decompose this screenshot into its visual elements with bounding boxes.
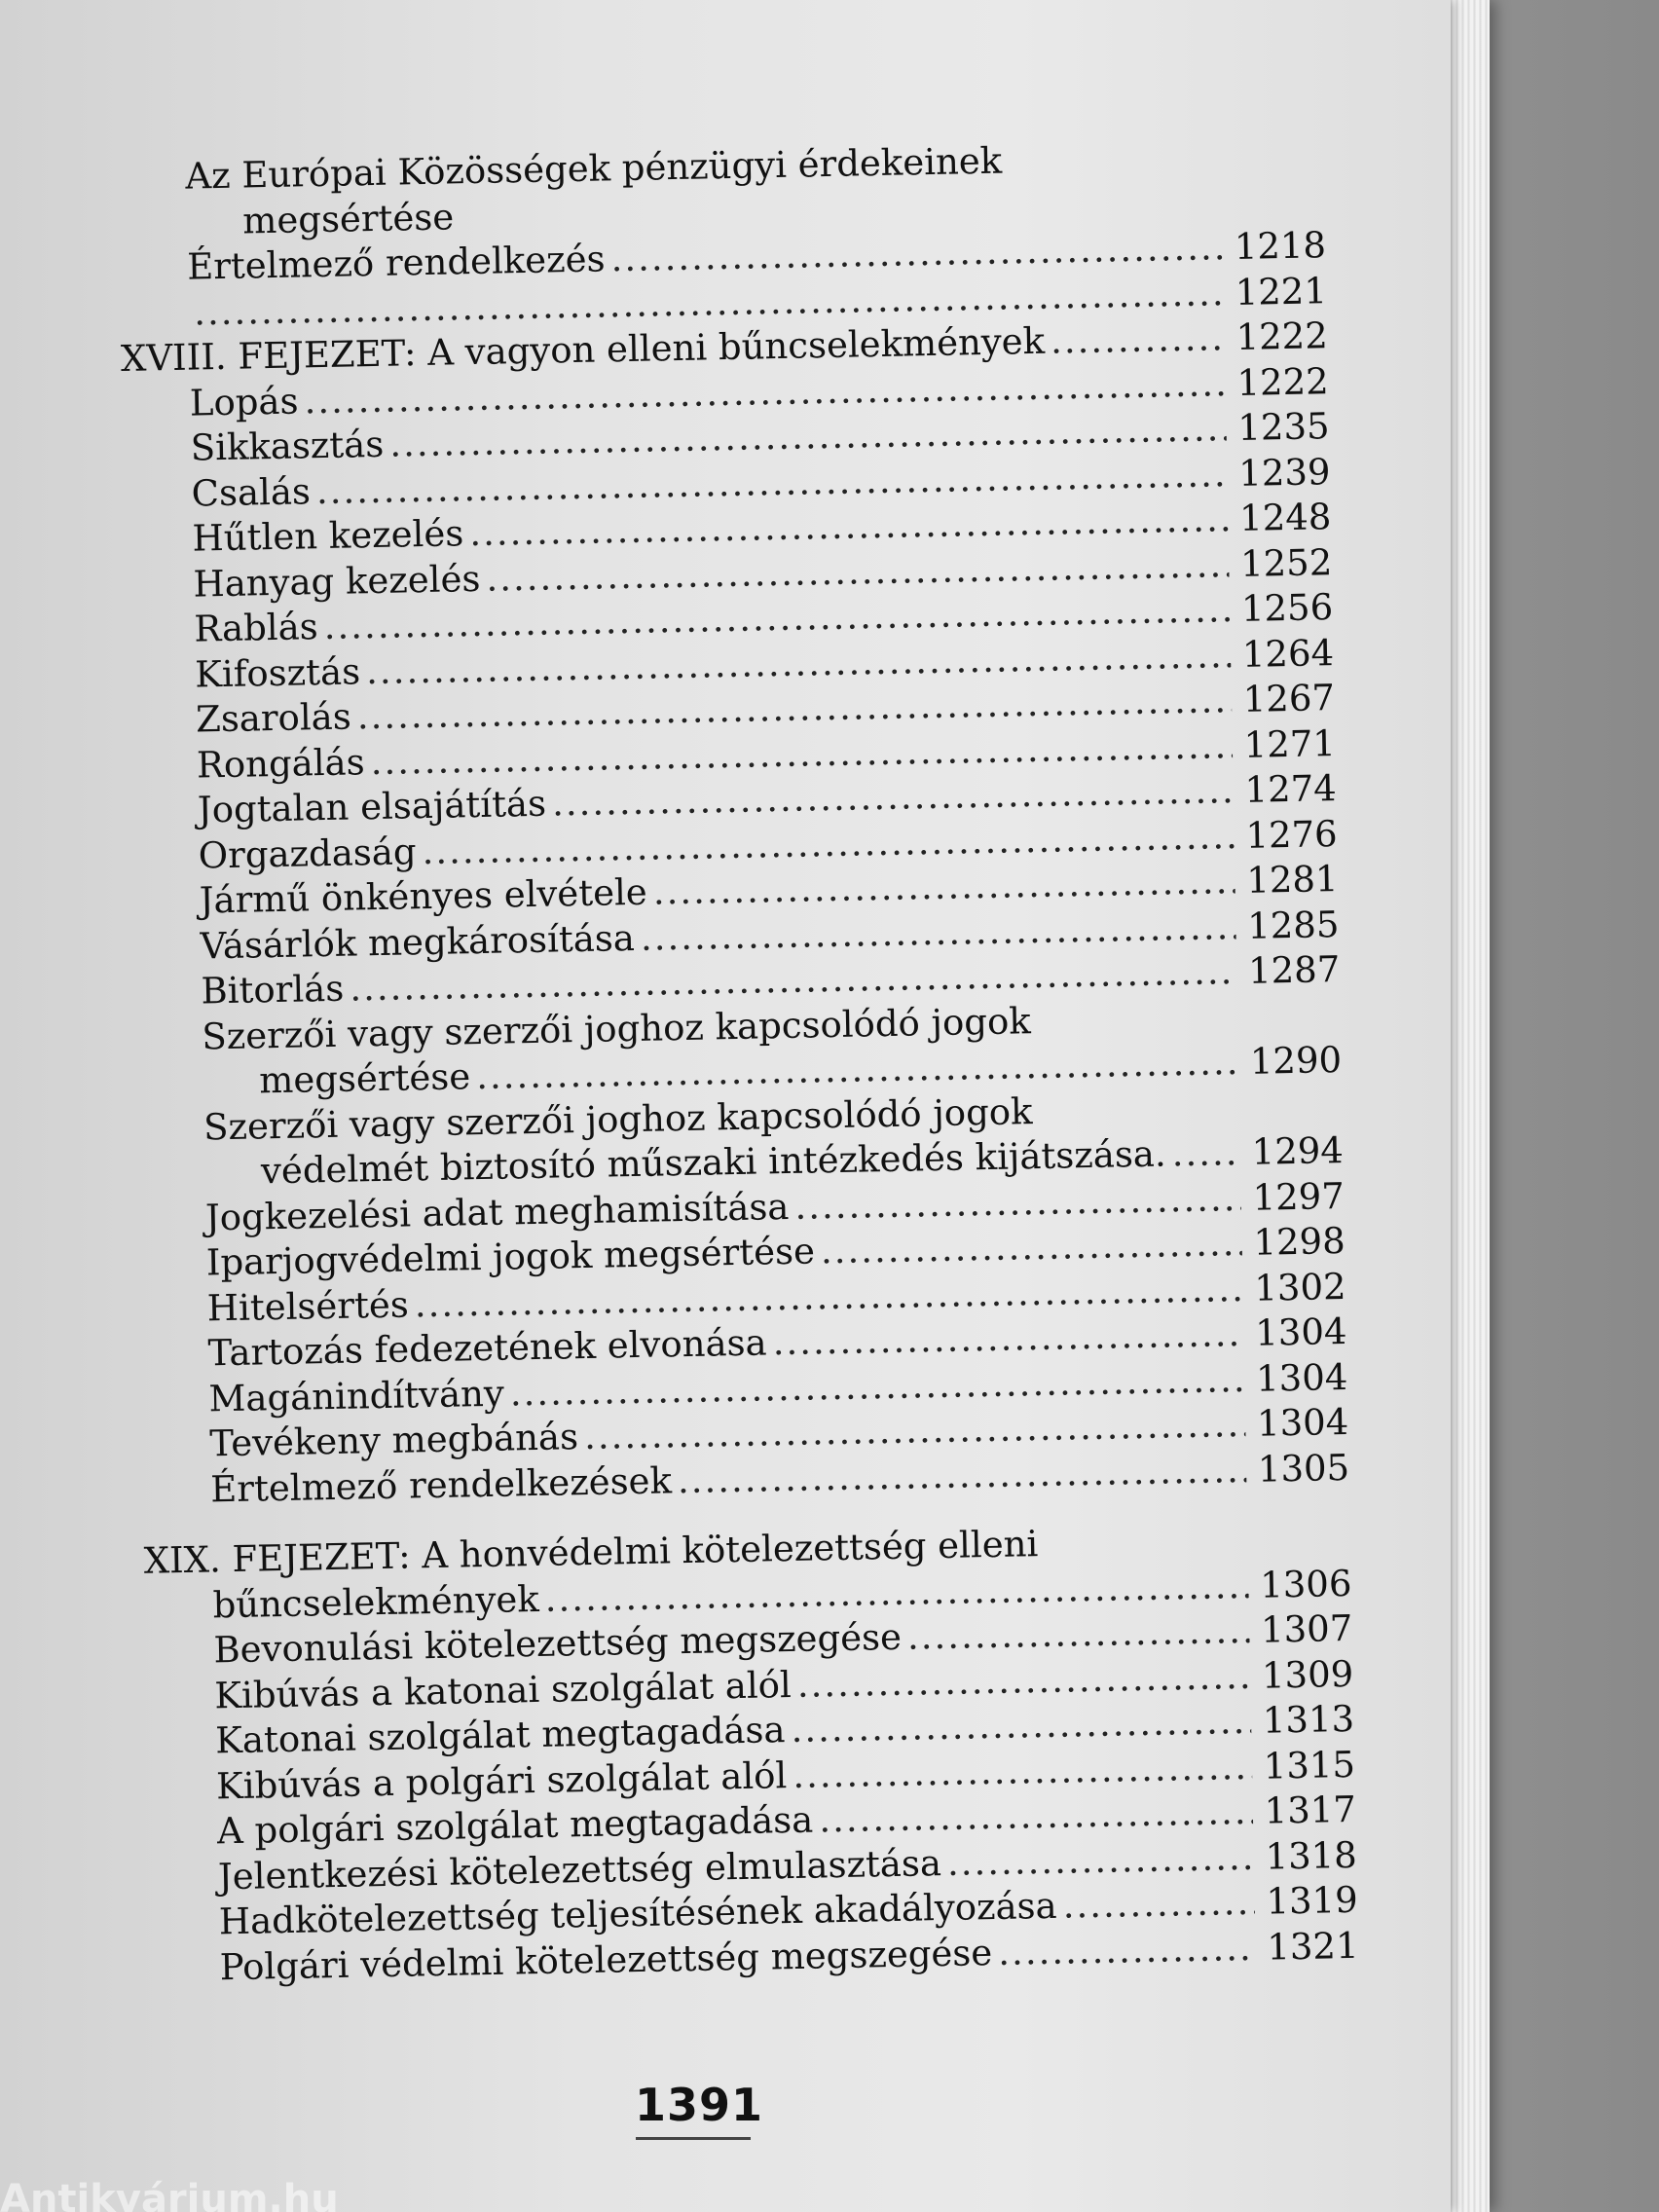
toc-dot-leader: [1051, 315, 1226, 364]
toc-entry-page: 1304: [1255, 1355, 1348, 1400]
toc-entry-title: Magánindítvány: [208, 1372, 505, 1419]
toc-entry-page: 1218: [1234, 224, 1327, 268]
toc-entry-page: 1309: [1261, 1652, 1354, 1697]
toc-entry-title: Bitorlás: [201, 967, 345, 1013]
toc-entry-page: 1285: [1246, 903, 1340, 947]
toc-entry-page: 1302: [1253, 1265, 1346, 1309]
toc-dot-leader: [906, 1608, 1249, 1660]
toc-entry-page: [1254, 1550, 1351, 1552]
toc-entry-page: [1228, 212, 1325, 214]
toc-entry-title: XIX. FEJEZET: A honvédelmi kötelezettség elleni: [143, 1523, 1039, 1582]
toc-entry-title: Csalás: [191, 469, 312, 515]
toc-entry-title: Jelentkezési kötelezettség elmulasztása: [217, 1841, 942, 1898]
table-of-contents: [117, 132, 1359, 1991]
toc-entry-title: megsértése: [258, 1055, 471, 1102]
toc-entry-page: 1235: [1236, 405, 1330, 449]
toc-entry-page: 1317: [1264, 1788, 1357, 1832]
toc-entry-title: Rablás: [193, 606, 319, 650]
toc-entry-page: 1294: [1251, 1129, 1345, 1173]
toc-entry-page: 1304: [1254, 1309, 1347, 1354]
toc-dot-leader: [1171, 1130, 1240, 1177]
toc-entry-title: Jármű önkényes elvétele: [199, 870, 648, 922]
toc-entry-title: Tartozás fedezetének elvonása: [207, 1321, 768, 1375]
toc-entry-page: 1287: [1247, 948, 1341, 992]
toc-dot-leader: [946, 1834, 1254, 1886]
toc-entry-title: Az Európai Közösségek pénzügyi érdekeinek: [185, 139, 1003, 198]
toc-entry-page: 1297: [1252, 1174, 1346, 1219]
toc-entry-title: Polgári védelmi kötelezettség megszegése: [219, 1931, 993, 1988]
toc-dot-leader: [998, 1925, 1256, 1975]
toc-entry-page: 1222: [1236, 359, 1330, 404]
toc-entry-title: Hanyag kezelés: [193, 557, 481, 606]
toc-entry-page: 1276: [1245, 812, 1339, 857]
toc-entry-page: [1245, 1118, 1343, 1120]
toc-entry-title: Kifosztás: [194, 649, 361, 696]
toc-entry-page: [1243, 1027, 1341, 1029]
toc-entry-title: Sikkasztás: [190, 423, 385, 469]
toc-dot-leader: [1008, 168, 1221, 172]
toc-entry-title: Szerzői vagy szerzői joghoz kapcsolódó jogok: [201, 999, 1032, 1057]
toc-entry-title: Orgazdaság: [198, 830, 417, 877]
toc-entry-page: 1305: [1257, 1446, 1350, 1491]
toc-entry-page: 1304: [1256, 1400, 1349, 1445]
toc-entry-title: Vásárlók megkárosítása: [200, 916, 636, 968]
toc-entry-page: 1313: [1262, 1697, 1355, 1742]
toc-entry-title: Bevonulási kötelezettség megszegése: [213, 1615, 903, 1672]
toc-entry-title: Jogtalan elsajátítás: [197, 782, 547, 831]
toc-entry-page: 1315: [1263, 1743, 1356, 1788]
toc-entry-title: Hűtlen kezelés: [192, 512, 464, 560]
toc-entry-title: Hadkötelezettség teljesítésének akadályozása: [218, 1884, 1058, 1943]
toc-entry-page: 1306: [1259, 1562, 1352, 1606]
toc-dot-leader: [1062, 1880, 1255, 1929]
toc-entry-title: Szerzői vagy szerzői joghoz kapcsolódó jogok: [203, 1089, 1033, 1148]
toc-entry-title: A polgári szolgálat megtagadása: [216, 1798, 814, 1853]
toc-entry-title: Iparjogvédelmi jogok megsértése: [205, 1230, 816, 1284]
toc-entry-title: Értelmező rendelkezés: [186, 238, 606, 288]
toc-entry-page: 1256: [1240, 586, 1334, 630]
toc-entry-title: megsértése: [241, 195, 455, 242]
toc-entry-page: 1271: [1243, 721, 1337, 766]
toc-entry-page: 1318: [1265, 1833, 1358, 1878]
toc-entry-title: Hitelsértés: [206, 1282, 410, 1329]
toc-entry-title: Lopás: [189, 379, 299, 424]
toc-entry-page: 1321: [1266, 1924, 1359, 1969]
toc-entry-page: 1222: [1235, 314, 1329, 358]
toc-entry-title: Kibúvás a katonai szolgálat alól: [213, 1663, 793, 1716]
toc-entry-title: Zsarolás: [195, 695, 352, 741]
toc-entry-title: Kibúvás a polgári szolgálat alól: [215, 1753, 788, 1807]
page-number: 1391: [635, 2079, 752, 2140]
toc-dot-leader: [1045, 1552, 1248, 1556]
toc-entry-title: Értelmező rendelkezések: [209, 1458, 673, 1510]
toc-entry-page: [1227, 166, 1324, 168]
toc-entry-page: 1307: [1260, 1606, 1353, 1651]
toc-entry-page: 1298: [1253, 1219, 1346, 1264]
watermark: Antikvárium.hu: [0, 2177, 339, 2212]
toc-entry-title: bűncselekmények: [212, 1577, 540, 1626]
toc-entry-title: védelmét biztosító műszaki intézkedés kijátszása.: [260, 1132, 1167, 1193]
toc-entry-page: 1248: [1238, 496, 1332, 539]
toc-entry-title: Jogkezelési adat meghamisítása: [204, 1185, 790, 1238]
toc-entry-page: 1239: [1237, 450, 1331, 495]
toc-entry-title: Rongálás: [196, 740, 365, 787]
toc-dot-leader: [1039, 1120, 1240, 1124]
toc-entry-page: 1264: [1241, 631, 1335, 676]
toc-entry-page: 1252: [1239, 540, 1333, 585]
toc-entry-title: Tevékeny megbánás: [209, 1416, 579, 1465]
toc-dot-leader: [820, 1221, 1242, 1274]
toc-entry-page: 1290: [1249, 1039, 1343, 1083]
toc-entry-page: 1267: [1242, 677, 1336, 720]
toc-entry-page: 1319: [1266, 1878, 1359, 1923]
toc-entry-page: 1274: [1244, 767, 1338, 811]
toc-dot-leader: [677, 1447, 1246, 1503]
toc-entry-page: 1221: [1235, 269, 1328, 313]
toc-entry-page: 1281: [1245, 858, 1339, 902]
toc-dot-leader: [1037, 1029, 1238, 1033]
toc-entry-title: Katonai szolgálat megtagadása: [214, 1709, 786, 1762]
toc-entry-title: XVIII. FEJEZET: A vagyon elleni bűncselekmények: [120, 319, 1046, 380]
